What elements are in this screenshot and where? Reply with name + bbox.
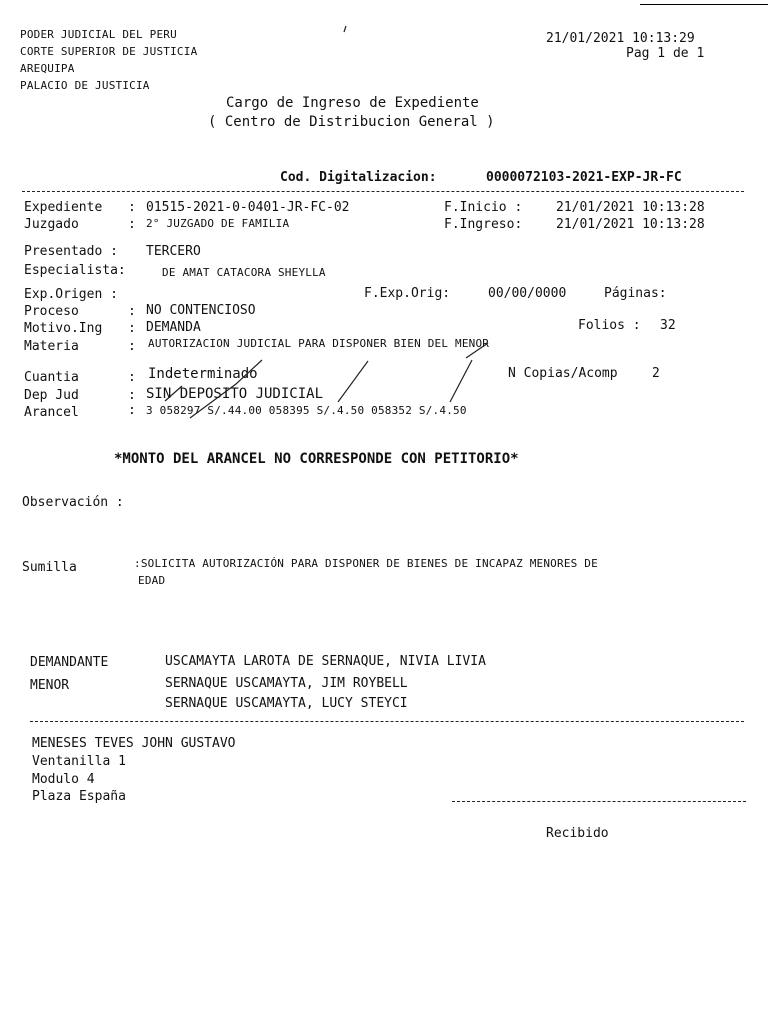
motivo-colon: :: [128, 321, 136, 336]
arancel-label: Arancel: [24, 405, 79, 420]
f-ingreso-label: F.Ingreso:: [444, 217, 523, 232]
proceso-colon: :: [128, 304, 136, 319]
folios-label: Folios :: [578, 318, 641, 333]
document-title: Cargo de Ingreso de Expediente: [226, 95, 479, 111]
cod-digitalizacion-label: Cod. Digitalizacion:: [280, 170, 437, 185]
arancel-value: 3 058297 S/.44.00 058395 S/.4.50 058352 S/.4.50: [146, 404, 467, 417]
juzgado-label: Juzgado: [24, 217, 79, 232]
proceso-label: Proceso: [24, 304, 79, 319]
paginas-label: Páginas:: [604, 286, 667, 301]
cuantia-value: Indeterminado: [148, 366, 258, 382]
dep-jud-value: SIN DEPOSITO JUDICIAL: [146, 386, 324, 402]
exp-origen-label: Exp.Origen :: [24, 287, 118, 302]
especialista-label: Especialista:: [24, 263, 126, 278]
document-subtitle: ( Centro de Distribucion General ): [208, 114, 495, 130]
modulo: Modulo 4: [32, 772, 95, 787]
divider-top: [22, 191, 744, 192]
demandante-label: DEMANDANTE: [30, 655, 109, 670]
expediente-value: 01515-2021-0-0401-JR-FC-02: [146, 200, 350, 215]
menor-label: MENOR: [30, 678, 70, 693]
motivo-value: DEMANDA: [146, 320, 201, 335]
motivo-label: Motivo.Ing: [24, 321, 103, 336]
materia-label: Materia: [24, 339, 79, 354]
copias-value: 2: [652, 366, 660, 381]
sumilla-line-2: EDAD: [138, 574, 166, 587]
clerk-name: MENESES TEVES JOHN GUSTAVO: [32, 736, 236, 751]
especialista-value: DE AMAT CATACORA SHEYLLA: [162, 266, 326, 279]
expediente-label: Expediente: [24, 200, 103, 215]
arancel-warning: *MONTO DEL ARANCEL NO CORRESPONDE CON PETITORIO*: [114, 451, 519, 467]
cod-digitalizacion-value: 0000072103-2021-EXP-JR-FC: [486, 170, 682, 185]
presentado-label: Presentado :: [24, 244, 118, 259]
expediente-colon: :: [128, 200, 136, 215]
divider-bottom: [30, 721, 744, 722]
folios-value: 32: [660, 318, 676, 333]
materia-colon: :: [128, 339, 136, 354]
f-exp-orig-value: 00/00/0000: [488, 286, 567, 301]
dep-jud-colon: :: [128, 388, 136, 403]
org-line-1: PODER JUDICIAL DEL PERU: [20, 28, 177, 41]
observacion-label: Observación :: [22, 495, 124, 510]
page-count: Pag 1 de 1: [626, 46, 705, 61]
presentado-value: TERCERO: [146, 244, 201, 259]
juzgado-value: 2° JUZGADO DE FAMILIA: [146, 217, 290, 230]
print-datetime: 21/01/2021 10:13:29: [546, 31, 695, 46]
arancel-colon: :: [128, 403, 136, 418]
scan-edge-line: [640, 4, 768, 5]
org-line-2: CORTE SUPERIOR DE JUSTICIA: [20, 45, 198, 58]
signature-line: [452, 801, 746, 802]
cuantia-colon: :: [128, 370, 136, 385]
f-inicio-value: 21/01/2021 10:13:28: [556, 200, 705, 215]
proceso-value: NO CONTENCIOSO: [146, 303, 256, 318]
f-inicio-label: F.Inicio :: [444, 200, 523, 215]
menor-value-2: SERNAQUE USCAMAYTA, LUCY STEYCI: [165, 696, 408, 711]
copias-label: N Copias/Acomp: [508, 366, 618, 381]
juzgado-colon: :: [128, 217, 136, 232]
materia-value: AUTORIZACION JUDICIAL PARA DISPONER BIEN DEL MENOR: [148, 337, 490, 350]
plaza: Plaza España: [32, 789, 126, 804]
sumilla-line-1: :SOLICITA AUTORIZACIÓN PARA DISPONER DE BIENES DE INCAPAZ MENORES DE: [134, 557, 598, 570]
ventanilla: Ventanilla 1: [32, 754, 126, 769]
f-ingreso-value: 21/01/2021 10:13:28: [556, 217, 705, 232]
cuantia-label: Cuantia: [24, 370, 79, 385]
demandante-value: USCAMAYTA LAROTA DE SERNAQUE, NIVIA LIVIA: [165, 654, 486, 669]
org-line-4: PALACIO DE JUSTICIA: [20, 79, 150, 92]
org-line-3: AREQUIPA: [20, 62, 75, 75]
dep-jud-label: Dep Jud: [24, 388, 79, 403]
sumilla-label: Sumilla: [22, 560, 77, 575]
recibido-label: Recibido: [546, 826, 609, 841]
menor-value-1: SERNAQUE USCAMAYTA, JIM ROYBELL: [165, 676, 408, 691]
f-exp-orig-label: F.Exp.Orig:: [364, 286, 451, 301]
